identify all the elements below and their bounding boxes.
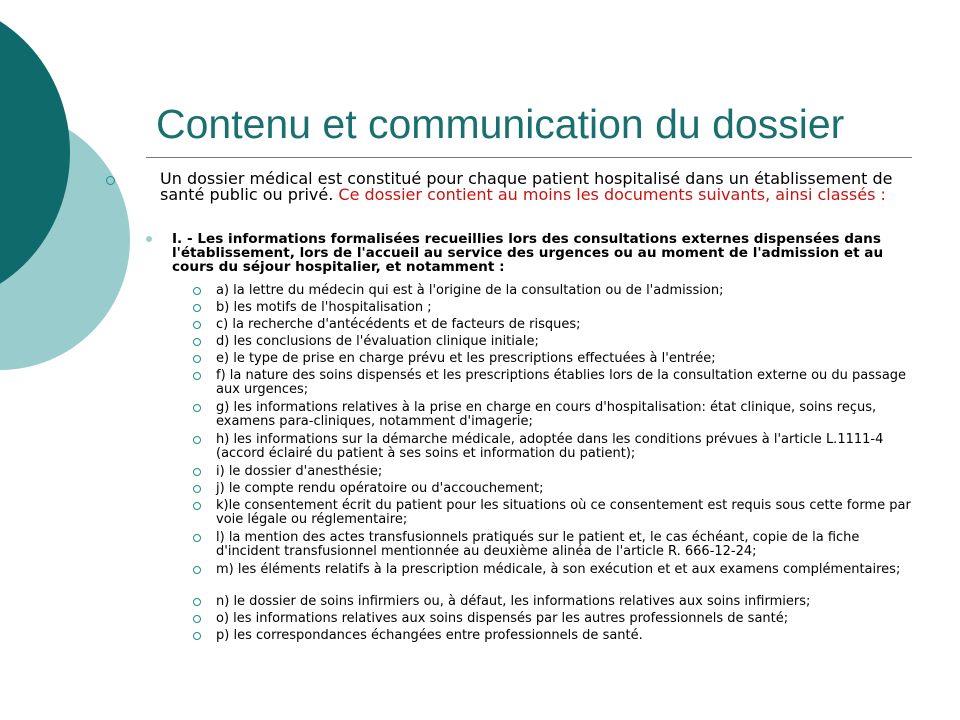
list-item-text: l) la mention des actes transfusionnels pratiqués sur le patient et, le cas échéant, copie de la fiche d'incident transfusionnel mentionnée au deuxième alinéa de l'article R. 666-12-24; [216,530,860,559]
list-item-text: c) la recherche d'antécédents et de facteurs de risques; [216,317,581,332]
list-item [216,401,916,428]
section-heading-text: I. - Les informations formalisées recueillies lors des consultations externes dispensées dans l'établissement, lors de l'accueil au service des urgences ou au moment de l'admission et au cours du séjour hospitalier, et notamment : [172,231,884,275]
list-item [216,284,916,298]
ring-bullet-icon [193,534,201,542]
ring-bullet-icon [193,321,201,329]
list-item [216,612,916,626]
list-item [216,629,916,643]
list-item [216,335,916,349]
list-item [216,531,916,558]
intro-text [160,171,930,203]
list-item-text: m) les éléments relatifs à la prescription médicale, à son exécution et et aux examens complémentaires; [216,562,901,577]
ring-bullet-icon [193,404,201,412]
list-item-text: n) le dossier de soins infirmiers ou, à défaut, les informations relatives aux soins infirmiers; [216,594,811,609]
list-item-text: b) les motifs de l'hospitalisation ; [216,300,432,315]
list-item [216,352,916,366]
intro-text-black: Un dossier médical est constitué pour chaque patient hospitalisé dans un établissement de santé public ou privé. [160,169,893,204]
ring-bullet-icon [193,468,201,476]
intro-text-red: Ce dossier contient au moins les documents suivants, ainsi classés : [338,185,886,204]
list-item [216,499,916,526]
list-item [216,465,916,479]
ring-bullet-icon [193,372,201,380]
dot-bullet-icon [146,236,152,242]
list-item-text: p) les correspondances échangées entre professionnels de santé. [216,628,643,643]
ring-bullet-icon [193,502,201,510]
list-item-text: d) les conclusions de l'évaluation clinique initiale; [216,334,539,349]
ring-bullet-icon [193,632,201,640]
list-item [216,563,916,577]
list-item-text: k)le consentement écrit du patient pour les situations où ce consentement est requis sous cette forme par voie légale ou réglementaire; [216,498,911,527]
section-heading [172,232,912,274]
ring-bullet-icon [193,304,201,312]
ring-bullet-icon [193,338,201,346]
ring-bullet-icon [193,436,201,444]
ring-bullet-icon [193,615,201,623]
list-item [216,301,916,315]
list-item [216,433,916,460]
list-item [216,482,916,496]
ring-bullet-icon [106,176,115,185]
list-item-text: i) le dossier d'anesthésie; [216,464,383,479]
list-item-text: a) la lettre du médecin qui est à l'origine de la consultation ou de l'admission; [216,283,724,298]
list-item-text: h) les informations sur la démarche médicale, adoptée dans les conditions prévues à l'article L.1111-4 (accord éclairé du patient à ses soins et information du patient); [216,432,884,461]
list-item-text: o) les informations relatives aux soins dispensés par les autres professionnels de santé; [216,611,789,626]
list-item-text: e) le type de prise en charge prévu et les prescriptions effectuées à l'entrée; [216,351,716,366]
list-item-text: j) le compte rendu opératoire ou d'accouchement; [216,481,544,496]
list-item [216,595,916,609]
ring-bullet-icon [193,355,201,363]
ring-bullet-icon [193,287,201,295]
slide-title: Contenu et communication du dossier [156,101,845,147]
list-item-text: f) la nature des soins dispensés et les prescriptions établies lors de la consultation externe ou du passage aux urgences; [216,368,907,397]
ring-bullet-icon [193,566,201,574]
ring-bullet-icon [193,598,201,606]
list-item [216,369,916,396]
list-item [216,318,916,332]
ring-bullet-icon [193,485,201,493]
list-item-text: g) les informations relatives à la prise en charge en cours d'hospitalisation: état clinique, soins reçus, examens para-cliniques, notamment d'imagerie; [216,400,877,429]
